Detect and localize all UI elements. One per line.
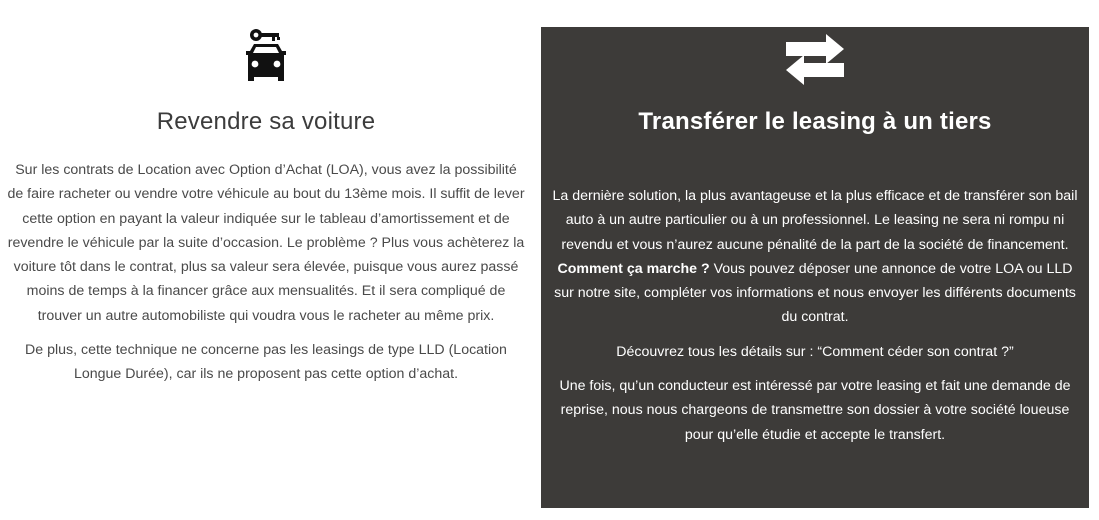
how-it-works-text: Vous pouvez déposer une annonce de votre LOA ou LLD sur notre site, compléter vos informations et nous envoyer les différents documents du contrat. (554, 260, 1076, 326)
paragraph (549, 184, 1081, 330)
section-title: Revendre sa voiture (156, 108, 376, 135)
paragraph: Une fois, qu’un conducteur est intéressé par votre leasing et fait une demande de reprise, nous nous chargeons de transmettre son dossier à votre société loueuse pour qu’elle étudie et accepte le transfert. (559, 378, 1071, 443)
how-it-works-label: Comment ça marche ? (557, 260, 710, 277)
resell-car-section (0, 0, 532, 520)
paragraph-text: La dernière solution, la plus avantageuse et la plus efficace et de transférer son bail auto à un autre particulier ou à un professionnel. Le leasing ne sera ni rompu ni revendu et vous n’aurez aucune pénalité de la part de la société de financement. (552, 188, 1078, 253)
section-text (0, 158, 532, 397)
paragraph: Sur les contrats de Location avec Option d’Achat (LOA), vous avez la possibilité de faire racheter ou vendre votre véhicule au bout du 13ème mois. Il suffit de lever cette option en payant la valeur indiquée sur le tableau d’amortissement et de revendre le véhicule par la suite d’occasion. Le problème ? Plus vous achèterez la voiture tôt dans le contrat, plus sa valeur sera élevée, puisque vous aurez passé moins de temps à la financer grâce aux mensualités. Et il sera compliqué de trouver un autre automobiliste qui voudra vous le racheter au même prix. (7, 162, 525, 324)
transfer-arrows-icon (784, 32, 846, 88)
section-text (549, 184, 1081, 457)
car-key-icon (242, 27, 290, 87)
details-link-text: Découvrez tous les détails sur : “Comment céder son contrat ?” (616, 343, 1014, 360)
transfer-leasing-section (541, 27, 1089, 508)
paragraph: De plus, cette technique ne concerne pas les leasings de type LLD (Location Longue Durée), car ils ne proposent pas cette option d’achat. (25, 342, 507, 383)
section-title: Transférer le leasing à un tiers (638, 108, 992, 135)
